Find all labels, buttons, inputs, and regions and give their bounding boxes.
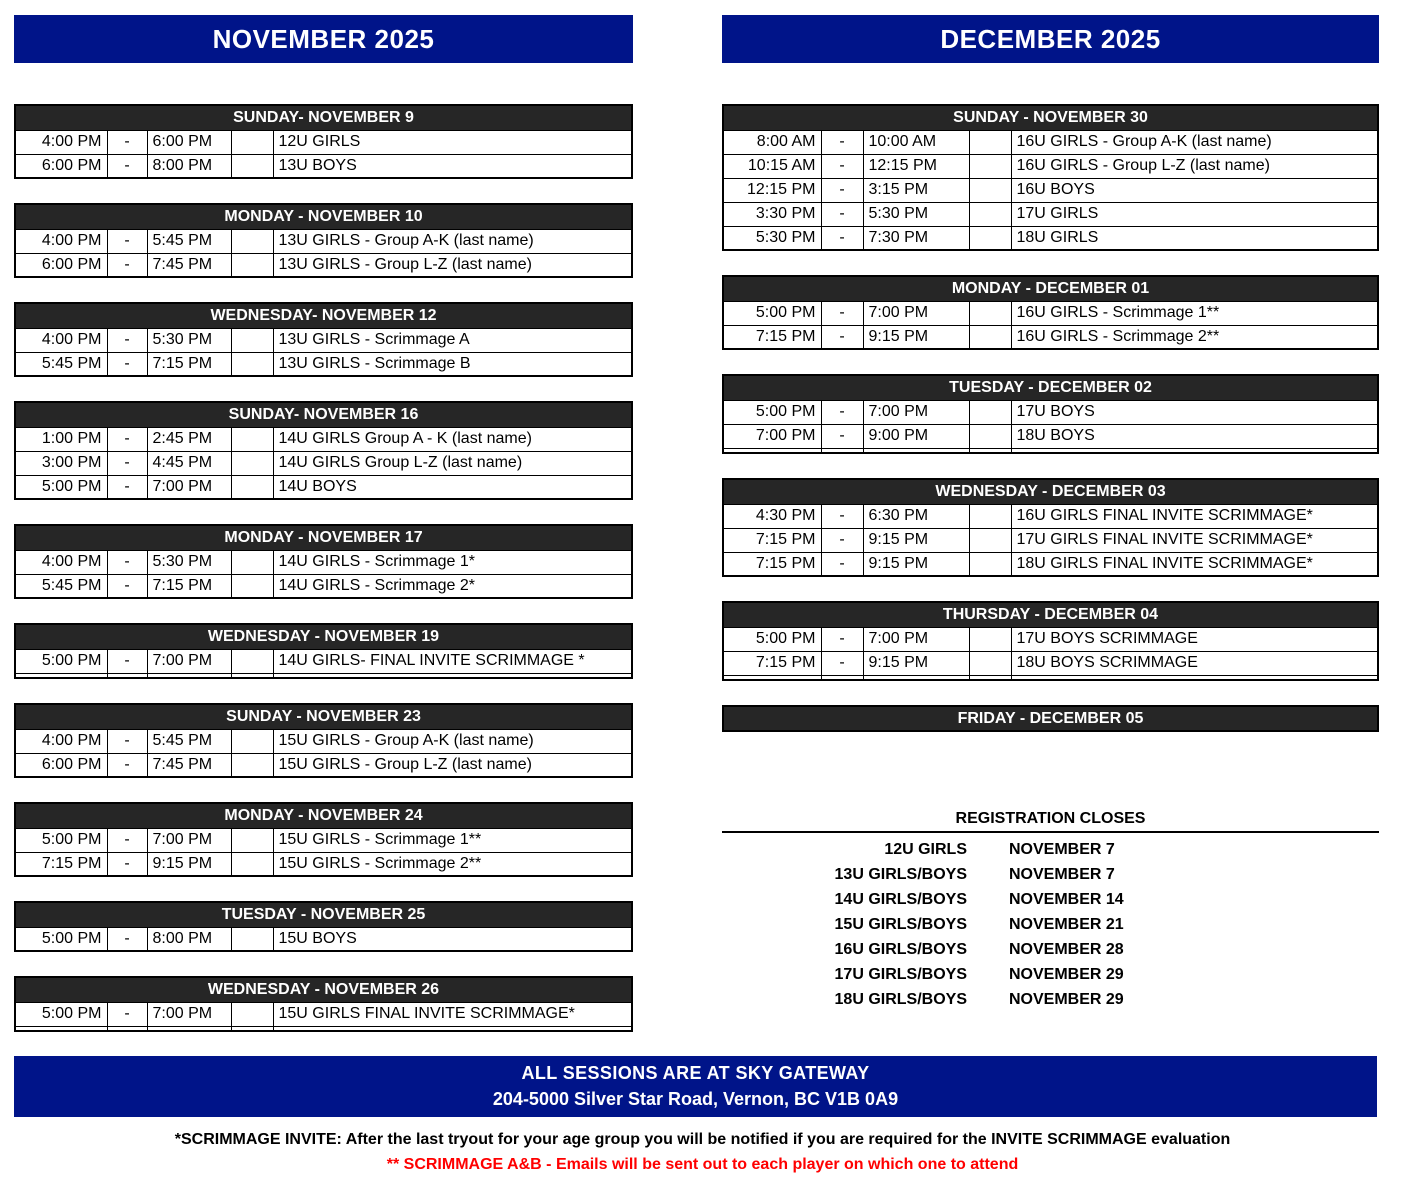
session-group: 13U GIRLS - Group A-K (last name): [273, 229, 632, 253]
partial-row: [723, 448, 1378, 453]
session-group: 13U GIRLS - Scrimmage A: [273, 328, 632, 352]
day-table: [14, 901, 633, 952]
day-header: SUNDAY- NOVEMBER 16: [15, 402, 632, 427]
partial-cell: [863, 675, 969, 680]
session-row: [15, 550, 632, 574]
session-end-time: 7:45 PM: [147, 753, 231, 777]
session-start-time: 7:15 PM: [723, 651, 821, 675]
registration-title: REGISTRATION CLOSES: [722, 810, 1379, 833]
session-end-time: 7:15 PM: [147, 352, 231, 376]
session-spacer: [231, 475, 273, 499]
session-dash: -: [821, 400, 863, 424]
session-spacer: [231, 1002, 273, 1026]
session-spacer: [231, 154, 273, 178]
registration-row: [722, 837, 1379, 862]
session-start-time: 4:00 PM: [15, 229, 107, 253]
day-table: [14, 524, 633, 599]
session-group: 16U GIRLS - Scrimmage 1**: [1011, 301, 1378, 325]
partial-cell: [863, 448, 969, 453]
partial-cell: [15, 673, 107, 678]
registration-date: NOVEMBER 21: [1009, 915, 1124, 933]
session-dash: -: [107, 1002, 147, 1026]
session-start-time: 4:00 PM: [15, 328, 107, 352]
session-end-time: 5:30 PM: [863, 202, 969, 226]
session-start-time: 5:00 PM: [15, 475, 107, 499]
session-group: 14U GIRLS - Scrimmage 2*: [273, 574, 632, 598]
session-group: 12U GIRLS: [273, 130, 632, 154]
session-group: 18U BOYS SCRIMMAGE: [1011, 651, 1378, 675]
session-spacer: [969, 178, 1011, 202]
partial-cell: [723, 675, 821, 680]
registration-group: 17U GIRLS/BOYS: [834, 965, 967, 983]
december-column: [722, 15, 1379, 1012]
partial-cell: [969, 448, 1011, 453]
session-start-time: 4:00 PM: [15, 729, 107, 753]
session-start-time: 5:00 PM: [723, 400, 821, 424]
session-dash: -: [107, 427, 147, 451]
registration-section: [722, 810, 1379, 1012]
session-spacer: [969, 651, 1011, 675]
registration-row: [722, 887, 1379, 912]
session-group: 13U GIRLS - Scrimmage B: [273, 352, 632, 376]
day-header: TUESDAY - DECEMBER 02: [723, 375, 1378, 400]
session-group: 14U BOYS: [273, 475, 632, 499]
session-row: [723, 552, 1378, 576]
session-group: 16U GIRLS - Group L-Z (last name): [1011, 154, 1378, 178]
session-start-time: 12:15 PM: [723, 178, 821, 202]
session-row: [723, 178, 1378, 202]
session-group: 15U GIRLS - Scrimmage 1**: [273, 828, 632, 852]
session-end-time: 6:30 PM: [863, 504, 969, 528]
session-dash: -: [107, 229, 147, 253]
session-row: [15, 427, 632, 451]
registration-row: [722, 937, 1379, 962]
session-row: [15, 852, 632, 876]
november-tables: [14, 104, 633, 1032]
day-header: SUNDAY - NOVEMBER 30: [723, 105, 1378, 130]
session-dash: -: [821, 130, 863, 154]
session-group: 13U BOYS: [273, 154, 632, 178]
session-group: 14U GIRLS Group A - K (last name): [273, 427, 632, 451]
session-end-time: 9:00 PM: [863, 424, 969, 448]
session-start-time: 5:00 PM: [723, 301, 821, 325]
session-start-time: 3:00 PM: [15, 451, 107, 475]
partial-cell: [821, 448, 863, 453]
day-header: WEDNESDAY - NOVEMBER 26: [15, 977, 632, 1002]
session-end-time: 7:00 PM: [863, 627, 969, 651]
session-spacer: [969, 627, 1011, 651]
session-start-time: 7:15 PM: [723, 552, 821, 576]
registration-date: NOVEMBER 14: [1009, 890, 1124, 908]
session-end-time: 9:15 PM: [863, 528, 969, 552]
session-dash: -: [107, 828, 147, 852]
day-table: [722, 478, 1379, 577]
session-group: 16U GIRLS - Scrimmage 2**: [1011, 325, 1378, 349]
session-spacer: [969, 226, 1011, 250]
day-table: [14, 302, 633, 377]
session-end-time: 7:00 PM: [147, 475, 231, 499]
session-group: 13U GIRLS - Group L-Z (last name): [273, 253, 632, 277]
session-group: 16U GIRLS - Group A-K (last name): [1011, 130, 1378, 154]
session-row: [15, 154, 632, 178]
session-dash: -: [821, 154, 863, 178]
session-dash: -: [821, 424, 863, 448]
partial-cell: [1011, 675, 1378, 680]
session-group: 15U GIRLS - Scrimmage 2**: [273, 852, 632, 876]
session-end-time: 9:15 PM: [863, 651, 969, 675]
day-header: MONDAY - NOVEMBER 10: [15, 204, 632, 229]
session-row: [723, 627, 1378, 651]
session-end-time: 7:00 PM: [863, 400, 969, 424]
session-dash: -: [107, 852, 147, 876]
session-end-time: 7:00 PM: [147, 828, 231, 852]
session-dash: -: [821, 651, 863, 675]
session-dash: -: [107, 154, 147, 178]
november-column: [14, 15, 633, 1056]
session-row: [15, 352, 632, 376]
session-end-time: 8:00 PM: [147, 927, 231, 951]
day-table: [14, 703, 633, 778]
session-dash: -: [821, 325, 863, 349]
partial-row: [723, 675, 1378, 680]
session-end-time: 8:00 PM: [147, 154, 231, 178]
session-start-time: 5:00 PM: [723, 627, 821, 651]
schedule-columns: [14, 15, 1401, 1056]
session-spacer: [969, 552, 1011, 576]
session-start-time: 7:15 PM: [15, 852, 107, 876]
session-spacer: [231, 649, 273, 673]
day-header: SUNDAY- NOVEMBER 9: [15, 105, 632, 130]
session-spacer: [231, 574, 273, 598]
november-banner-title: NOVEMBER 2025: [212, 23, 435, 54]
session-spacer: [231, 729, 273, 753]
session-dash: -: [107, 729, 147, 753]
session-dash: -: [107, 649, 147, 673]
session-spacer: [969, 130, 1011, 154]
registration-group: 13U GIRLS/BOYS: [834, 865, 967, 883]
registration-date: NOVEMBER 29: [1009, 990, 1124, 1008]
session-dash: -: [821, 627, 863, 651]
session-group: 17U BOYS: [1011, 400, 1378, 424]
session-spacer: [231, 352, 273, 376]
session-row: [15, 828, 632, 852]
session-dash: -: [821, 504, 863, 528]
session-group: 17U GIRLS: [1011, 202, 1378, 226]
session-group: 18U BOYS: [1011, 424, 1378, 448]
session-spacer: [969, 528, 1011, 552]
venue-banner: [14, 1056, 1377, 1117]
session-end-time: 9:15 PM: [863, 325, 969, 349]
session-row: [15, 475, 632, 499]
session-spacer: [231, 130, 273, 154]
partial-cell: [723, 448, 821, 453]
session-group: 17U BOYS SCRIMMAGE: [1011, 627, 1378, 651]
day-header: TUESDAY - NOVEMBER 25: [15, 902, 632, 927]
session-row: [15, 130, 632, 154]
partial-cell: [969, 675, 1011, 680]
session-start-time: 5:45 PM: [15, 352, 107, 376]
day-header: MONDAY - DECEMBER 01: [723, 276, 1378, 301]
session-dash: -: [107, 352, 147, 376]
session-start-time: 5:30 PM: [723, 226, 821, 250]
session-dash: -: [821, 301, 863, 325]
day-table: [722, 275, 1379, 350]
session-spacer: [231, 852, 273, 876]
session-row: [723, 325, 1378, 349]
day-header: MONDAY - NOVEMBER 17: [15, 525, 632, 550]
partial-cell: [107, 1026, 147, 1031]
partial-cell: [273, 1026, 632, 1031]
session-dash: -: [821, 528, 863, 552]
day-table: [722, 374, 1379, 454]
session-end-time: 7:00 PM: [147, 1002, 231, 1026]
session-dash: -: [107, 253, 147, 277]
session-start-time: 4:00 PM: [15, 130, 107, 154]
session-spacer: [231, 328, 273, 352]
session-row: [723, 226, 1378, 250]
session-spacer: [231, 927, 273, 951]
session-row: [723, 400, 1378, 424]
session-start-time: 4:30 PM: [723, 504, 821, 528]
session-spacer: [969, 400, 1011, 424]
registration-date: NOVEMBER 7: [1009, 865, 1115, 883]
session-row: [723, 154, 1378, 178]
session-row: [723, 651, 1378, 675]
session-dash: -: [107, 328, 147, 352]
session-dash: -: [107, 475, 147, 499]
session-spacer: [231, 550, 273, 574]
day-table: [722, 705, 1379, 732]
day-table: [14, 802, 633, 877]
session-start-time: 4:00 PM: [15, 550, 107, 574]
session-end-time: 7:30 PM: [863, 226, 969, 250]
session-spacer: [969, 424, 1011, 448]
session-dash: -: [821, 178, 863, 202]
session-end-time: 5:45 PM: [147, 229, 231, 253]
session-end-time: 9:15 PM: [147, 852, 231, 876]
session-start-time: 5:45 PM: [15, 574, 107, 598]
day-table: [14, 203, 633, 278]
session-start-time: 5:00 PM: [15, 927, 107, 951]
session-row: [723, 301, 1378, 325]
day-header: WEDNESDAY - NOVEMBER 19: [15, 624, 632, 649]
session-start-time: 5:00 PM: [15, 649, 107, 673]
day-table: [14, 976, 633, 1032]
registration-group: 16U GIRLS/BOYS: [834, 940, 967, 958]
session-group: 18U GIRLS FINAL INVITE SCRIMMAGE*: [1011, 552, 1378, 576]
session-end-time: 5:45 PM: [147, 729, 231, 753]
day-table: [14, 623, 633, 679]
partial-cell: [15, 1026, 107, 1031]
session-group: 14U GIRLS - Scrimmage 1*: [273, 550, 632, 574]
session-spacer: [231, 451, 273, 475]
registration-group: 18U GIRLS/BOYS: [834, 990, 967, 1008]
session-row: [15, 649, 632, 673]
session-start-time: 7:15 PM: [723, 325, 821, 349]
session-group: 15U GIRLS - Group A-K (last name): [273, 729, 632, 753]
december-tables: [722, 104, 1379, 732]
session-row: [15, 729, 632, 753]
session-spacer: [231, 753, 273, 777]
venue-address: 204-5000 Silver Star Road, Vernon, BC V1B 0A9: [492, 1089, 899, 1109]
session-spacer: [231, 229, 273, 253]
session-start-time: 6:00 PM: [15, 154, 107, 178]
registration-date: NOVEMBER 29: [1009, 965, 1124, 983]
day-table: [722, 104, 1379, 251]
november-banner: [14, 15, 633, 63]
session-group: 16U GIRLS FINAL INVITE SCRIMMAGE*: [1011, 504, 1378, 528]
partial-cell: [147, 1026, 231, 1031]
session-dash: -: [821, 202, 863, 226]
partial-cell: [273, 673, 632, 678]
session-dash: -: [107, 574, 147, 598]
session-group: 15U BOYS: [273, 927, 632, 951]
session-group: 15U GIRLS - Group L-Z (last name): [273, 753, 632, 777]
session-end-time: 2:45 PM: [147, 427, 231, 451]
session-end-time: 6:00 PM: [147, 130, 231, 154]
day-header: WEDNESDAY- NOVEMBER 12: [15, 303, 632, 328]
session-start-time: 5:00 PM: [15, 1002, 107, 1026]
session-row: [723, 504, 1378, 528]
registration-rows: [722, 833, 1379, 1012]
session-row: [15, 328, 632, 352]
session-group: 15U GIRLS FINAL INVITE SCRIMMAGE*: [273, 1002, 632, 1026]
session-start-time: 3:30 PM: [723, 202, 821, 226]
session-row: [15, 229, 632, 253]
session-dash: -: [107, 451, 147, 475]
partial-cell: [821, 675, 863, 680]
scrimmage-invite-note: *SCRIMMAGE INVITE: After the last tryout for your age group you will be notified if you are required for the INVITE SCRIMMAGE evaluation: [174, 1131, 1231, 1148]
session-end-time: 7:00 PM: [863, 301, 969, 325]
registration-row: [722, 912, 1379, 937]
registration-row: [722, 987, 1379, 1012]
session-start-time: 1:00 PM: [15, 427, 107, 451]
session-start-time: 6:00 PM: [15, 253, 107, 277]
day-header: MONDAY - NOVEMBER 24: [15, 803, 632, 828]
session-end-time: 9:15 PM: [863, 552, 969, 576]
partial-cell: [107, 673, 147, 678]
day-table: [14, 104, 633, 179]
partial-cell: [1011, 448, 1378, 453]
december-banner-title: DECEMBER 2025: [940, 23, 1161, 54]
session-row: [15, 451, 632, 475]
scrimmage-ab-note: ** SCRIMMAGE A&B - Emails will be sent out to each player on which one to attend: [386, 1156, 1019, 1173]
session-spacer: [231, 828, 273, 852]
session-end-time: 5:30 PM: [147, 550, 231, 574]
registration-date: NOVEMBER 7: [1009, 840, 1115, 858]
session-spacer: [969, 301, 1011, 325]
session-group: 16U BOYS: [1011, 178, 1378, 202]
session-row: [15, 927, 632, 951]
session-spacer: [231, 427, 273, 451]
registration-date: NOVEMBER 28: [1009, 940, 1124, 958]
session-spacer: [231, 253, 273, 277]
partial-cell: [147, 673, 231, 678]
session-start-time: 6:00 PM: [15, 753, 107, 777]
session-row: [723, 130, 1378, 154]
session-end-time: 5:30 PM: [147, 328, 231, 352]
day-table: [14, 401, 633, 500]
session-end-time: 7:45 PM: [147, 253, 231, 277]
session-spacer: [969, 325, 1011, 349]
registration-group: 12U GIRLS: [884, 840, 967, 858]
session-spacer: [969, 504, 1011, 528]
session-dash: -: [107, 550, 147, 574]
session-end-time: 7:15 PM: [147, 574, 231, 598]
day-header: THURSDAY - DECEMBER 04: [723, 602, 1378, 627]
session-row: [15, 253, 632, 277]
session-end-time: 3:15 PM: [863, 178, 969, 202]
session-row: [15, 753, 632, 777]
session-dash: -: [107, 130, 147, 154]
registration-row: [722, 962, 1379, 987]
day-table: [722, 601, 1379, 681]
december-banner: [722, 15, 1379, 63]
session-end-time: 12:15 PM: [863, 154, 969, 178]
day-header: WEDNESDAY - DECEMBER 03: [723, 479, 1378, 504]
day-header: SUNDAY - NOVEMBER 23: [15, 704, 632, 729]
partial-cell: [231, 1026, 273, 1031]
session-dash: -: [107, 753, 147, 777]
session-spacer: [969, 202, 1011, 226]
session-start-time: 7:15 PM: [723, 528, 821, 552]
session-spacer: [969, 154, 1011, 178]
session-group: 14U GIRLS Group L-Z (last name): [273, 451, 632, 475]
session-end-time: 10:00 AM: [863, 130, 969, 154]
partial-cell: [231, 673, 273, 678]
session-group: 17U GIRLS FINAL INVITE SCRIMMAGE*: [1011, 528, 1378, 552]
session-end-time: 7:00 PM: [147, 649, 231, 673]
session-dash: -: [821, 552, 863, 576]
session-start-time: 7:00 PM: [723, 424, 821, 448]
session-row: [15, 1002, 632, 1026]
session-group: 14U GIRLS- FINAL INVITE SCRIMMAGE *: [273, 649, 632, 673]
session-group: 18U GIRLS: [1011, 226, 1378, 250]
session-dash: -: [107, 927, 147, 951]
day-header: FRIDAY - DECEMBER 05: [723, 706, 1378, 731]
session-row: [15, 574, 632, 598]
session-end-time: 4:45 PM: [147, 451, 231, 475]
session-row: [723, 528, 1378, 552]
session-start-time: 10:15 AM: [723, 154, 821, 178]
partial-row: [15, 673, 632, 678]
session-dash: -: [821, 226, 863, 250]
session-start-time: 8:00 AM: [723, 130, 821, 154]
session-start-time: 5:00 PM: [15, 828, 107, 852]
venue-line1: ALL SESSIONS ARE AT SKY GATEWAY: [521, 1063, 870, 1083]
registration-group: 14U GIRLS/BOYS: [834, 890, 967, 908]
registration-group: 15U GIRLS/BOYS: [834, 915, 967, 933]
session-row: [723, 424, 1378, 448]
session-row: [723, 202, 1378, 226]
partial-row: [15, 1026, 632, 1031]
registration-row: [722, 862, 1379, 887]
